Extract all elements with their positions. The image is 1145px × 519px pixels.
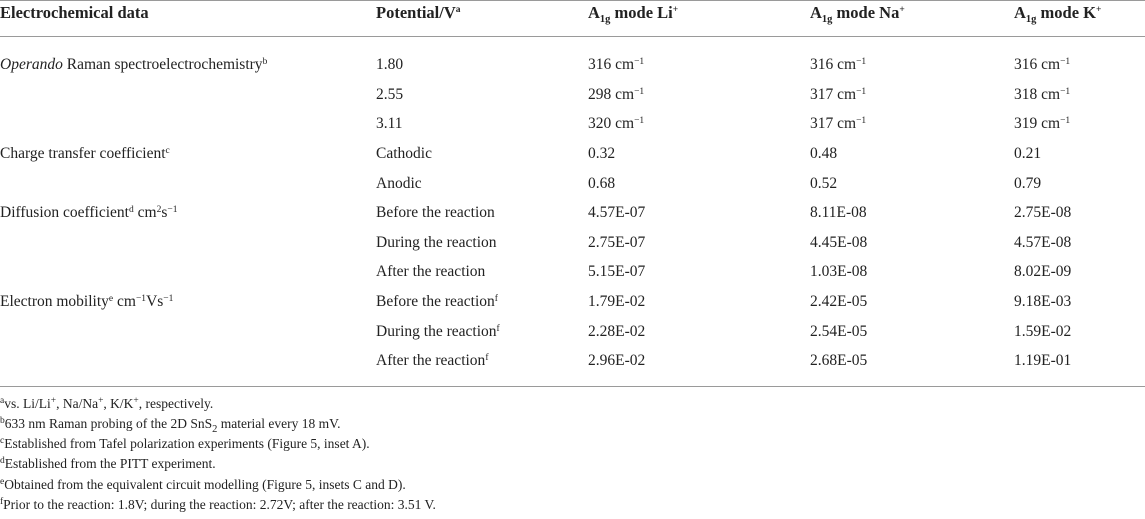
row-na-value: 4.45E-08 [810,234,868,251]
row-k-value: 319 $cm^{-1}$ [1014,115,1071,132]
row-k-value: 2.75E-08 [1014,204,1072,221]
footnote-a: $^a$vs. Li/Li+, Na/Na+, K/K+, respectively. [0,396,214,411]
group-charge-transfer: Charge transfer coefficient$^c$ [0,145,170,162]
row-li-value: 1.79E-02 [588,293,646,310]
row-na-value: 0.52 [810,175,838,192]
row-li-value: 0.68 [588,175,616,192]
row-potential: During the reaction [376,234,497,251]
row-k-value: 4.57E-08 [1014,234,1072,251]
row-na-value: 317 $cm^{-1}$ [810,86,867,103]
row-na-value: 2.42E-05 [810,293,868,310]
group-raman: Operando Raman spectroelectrochemistry$^b$ [0,56,268,73]
footnote-c: $^c$Established from Tafel polarization experiments (Figure 5, inset A). [0,436,370,451]
footnote-b: $^b$633 nm Raman probing of the 2D SnS$_2$ material every 18 mV. [0,416,341,435]
row-na-value: 1.03E-08 [810,263,868,280]
row-potential: Anodic [376,175,422,192]
row-li-value: 4.57E-07 [588,204,646,221]
row-potential: After the reaction [376,263,486,280]
row-li-value: 316 $cm^{-1}$ [588,56,645,73]
header-a1g-k: $A_{1g}$ mode K+ [1014,3,1102,25]
row-li-value: 2.75E-07 [588,234,646,251]
footnote-e: $^e$Obtained from the equivalent circuit modelling (Figure 5, insets C and D). [0,477,406,492]
header-potential: Potential/$V^a$ [376,3,461,22]
group-electron-mobility: Electron mobility$^e$ $cm^{-1}Vs^{-1}$ [0,293,174,310]
row-li-value: 2.28E-02 [588,323,646,340]
row-k-value: 0.21 [1014,145,1042,162]
row-potential: 1.80 [376,56,404,73]
row-li-value: 298 $cm^{-1}$ [588,86,645,103]
header-a1g-na: $A_{1g}$ mode Na+ [810,3,905,25]
row-potential: After the reaction$^f$ [376,352,489,369]
top-rule [0,0,1145,1]
row-na-value: 317 $cm^{-1}$ [810,115,867,132]
row-na-value: 2.68E-05 [810,352,868,369]
row-na-value: 316 $cm^{-1}$ [810,56,867,73]
row-potential: 3.11 [376,115,403,132]
row-k-value: 1.59E-02 [1014,323,1072,340]
row-na-value: 0.48 [810,145,838,162]
row-k-value: 1.19E-01 [1014,352,1072,369]
bottom-rule [0,386,1145,387]
row-li-value: 5.15E-07 [588,263,646,280]
row-potential: Cathodic [376,145,432,162]
row-k-value: 318 $cm^{-1}$ [1014,86,1071,103]
row-potential: Before the reaction [376,204,495,221]
row-na-value: 8.11E-08 [810,204,867,221]
row-potential: During the reaction$^f$ [376,323,500,340]
row-k-value: 0.79 [1014,175,1042,192]
header-rule [0,36,1145,37]
row-k-value: 316 $cm^{-1}$ [1014,56,1071,73]
row-k-value: 9.18E-03 [1014,293,1072,310]
header-a1g-li: $A_{1g}$ mode Li+ [588,3,679,25]
footnote-f: $^f$Prior to the reaction: 1.8V; during the reaction: 2.72V; after the reaction: 3.51 V. [0,497,436,512]
row-k-value: 8.02E-09 [1014,263,1072,280]
row-potential: 2.55 [376,86,404,103]
row-li-value: 320 $cm^{-1}$ [588,115,645,132]
group-diffusion: Diffusion coefficient$^d$ $cm^2s^{-1}$ [0,204,178,221]
header-electrochemical-data: Electrochemical data [0,3,149,22]
row-li-value: 2.96E-02 [588,352,646,369]
row-li-value: 0.32 [588,145,616,162]
row-potential: Before the reaction$^f$ [376,293,498,310]
row-na-value: 2.54E-05 [810,323,868,340]
footnote-d: $^d$Established from the PITT experiment. [0,456,216,471]
